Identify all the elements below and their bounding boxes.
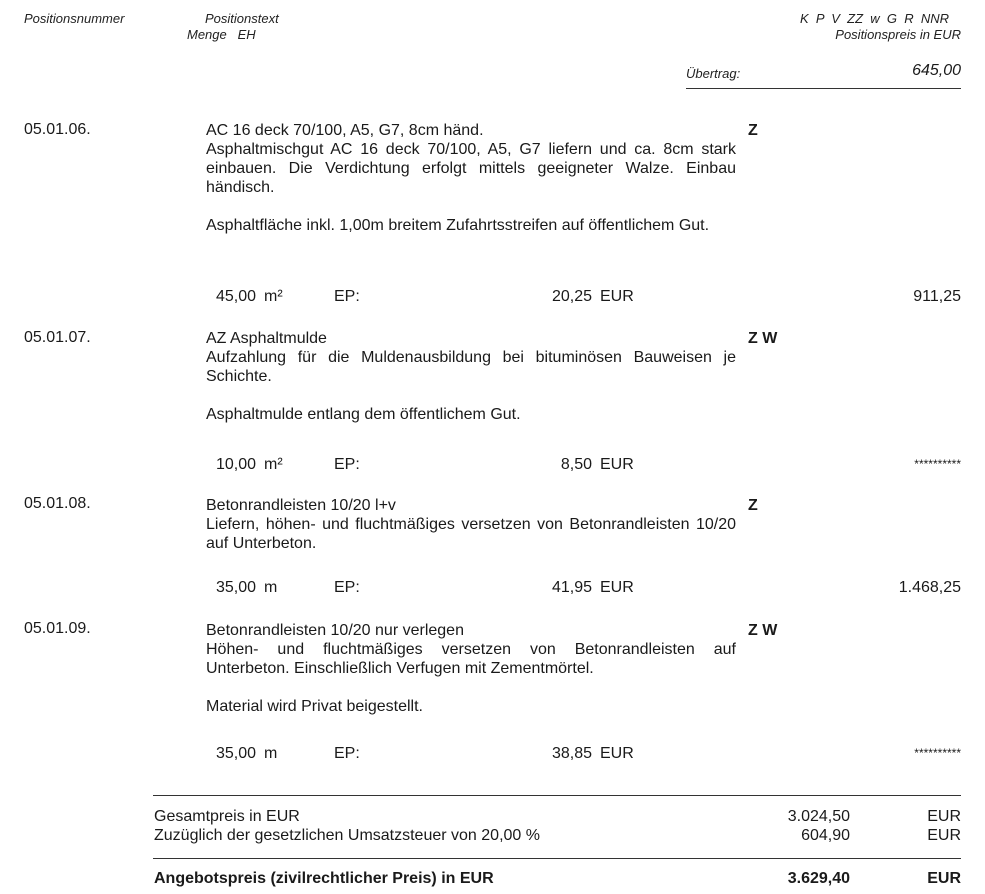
position-description: [206, 329, 736, 424]
position-menge: 35,00: [215, 745, 256, 762]
position-text: Asphaltmischgut AC 16 deck 70/100, A5, G7 liefern und ca. 8cm stark einbauen. Die Verdichtung erfolgt mittels geeigneter Walze. Einbau händisch.: [206, 141, 736, 196]
header-positionsnummer: Positionsnummer: [24, 11, 125, 26]
position-menge: 10,00: [215, 456, 256, 473]
angebotspreis-label: Angebotspreis (zivilrechtlicher Preis) in EUR: [154, 870, 494, 887]
position-ep-value: 8,50: [560, 456, 592, 473]
position-title: Betonrandleisten 10/20 nur verlegen: [206, 622, 464, 639]
position-eh: m²: [264, 288, 283, 305]
position-ep-label: EP:: [334, 288, 360, 305]
header-menge-eh: Menge EH: [187, 27, 256, 42]
gesamtpreis-currency: EUR: [927, 808, 961, 825]
position-flags: Z W: [748, 622, 778, 639]
angebotspreis-value: 3.629,40: [787, 870, 850, 887]
position-number: 05.01.09.: [24, 620, 91, 637]
position-flags: Z: [748, 122, 758, 139]
position-ep-value: 38,85: [551, 745, 592, 762]
position-menge: 45,00: [215, 288, 256, 305]
position-number: 05.01.08.: [24, 495, 91, 512]
position-note: Asphaltfläche inkl. 1,00m breitem Zufahrtsstreifen auf öffentlichem Gut.: [206, 217, 710, 234]
position-description: [206, 496, 736, 553]
position-total: 1.468,25: [898, 579, 961, 596]
position-description: [206, 121, 736, 235]
header-positionstext: Positionstext: [205, 11, 279, 26]
header-flags: K P V ZZ w G R NNR: [799, 11, 949, 26]
position-note: Asphaltmulde entlang dem öffentlichem Gut.: [206, 406, 521, 423]
umsatzsteuer-currency: EUR: [927, 827, 961, 844]
position-currency: EUR: [600, 288, 634, 305]
position-menge: 35,00: [215, 579, 256, 596]
position-flags: Z W: [748, 330, 778, 347]
position-ep-label: EP:: [334, 456, 360, 473]
uebertrag-underline: [686, 88, 961, 89]
position-total: 911,25: [913, 288, 961, 305]
position-text: Liefern, höhen- und fluchtmäßiges versetzen von Betonrandleisten 10/20 auf Unterbeton.: [206, 516, 736, 552]
position-currency: EUR: [600, 579, 634, 596]
position-title: AC 16 deck 70/100, A5, G7, 8cm händ.: [206, 122, 484, 139]
position-flags: Z: [748, 497, 758, 514]
position-ep-label: EP:: [334, 745, 360, 762]
uebertrag-value: 645,00: [912, 62, 961, 79]
summary-divider-bottom: [153, 858, 961, 859]
position-text: Höhen- und fluchtmäßiges versetzen von Betonrandleisten auf Unterbeton. Einschließlich Verfugen mit Zementmörtel.: [206, 641, 736, 677]
umsatzsteuer-value: 604,90: [801, 827, 850, 844]
position-eh: m: [264, 579, 278, 596]
gesamtpreis-label: Gesamtpreis in EUR: [154, 808, 300, 825]
position-number: 05.01.06.: [24, 121, 91, 138]
position-currency: EUR: [600, 456, 634, 473]
angebotspreis-currency: EUR: [927, 870, 961, 887]
umsatzsteuer-label: Zuzüglich der gesetzlichen Umsatzsteuer von 20,00 %: [154, 827, 540, 844]
gesamtpreis-value: 3.024,50: [787, 808, 850, 825]
position-text: Aufzahlung für die Muldenausbildung bei bituminösen Bauweisen je Schichte.: [206, 349, 736, 385]
position-title: AZ Asphaltmulde: [206, 330, 327, 347]
position-title: Betonrandleisten 10/20 l+v: [206, 497, 396, 514]
position-eh: m: [264, 745, 278, 762]
position-ep-label: EP:: [334, 579, 360, 596]
position-total: **********: [914, 746, 961, 760]
position-note: Material wird Privat beigestellt.: [206, 698, 423, 715]
position-number: 05.01.07.: [24, 329, 91, 346]
summary-divider-top: [153, 795, 961, 796]
position-ep-value: 41,95: [551, 579, 592, 596]
position-description: [206, 621, 736, 716]
position-total: **********: [914, 457, 961, 471]
header-positionspreis: Positionspreis in EUR: [835, 27, 961, 42]
position-eh: m²: [264, 456, 283, 473]
uebertrag-label: Übertrag:: [686, 66, 741, 81]
position-ep-value: 20,25: [551, 288, 592, 305]
position-currency: EUR: [600, 745, 634, 762]
